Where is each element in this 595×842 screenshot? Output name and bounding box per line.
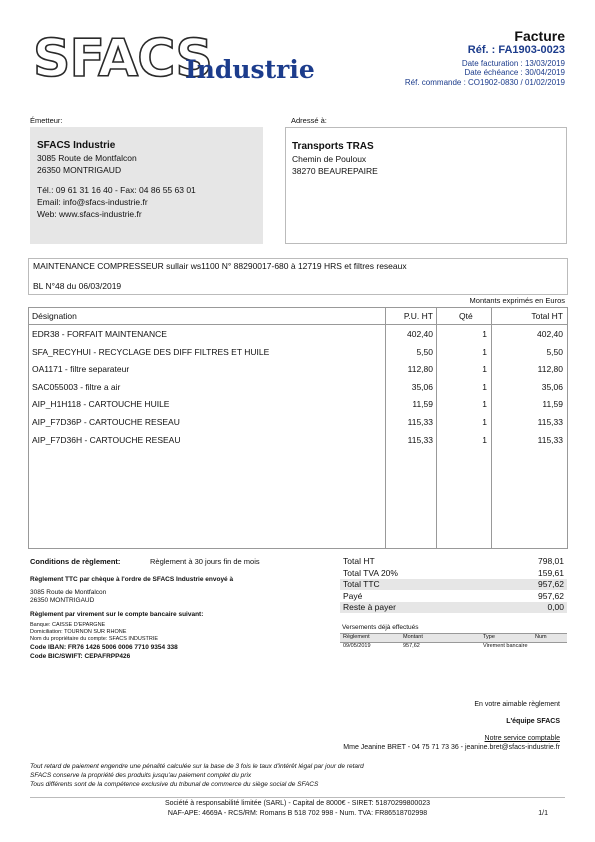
item-qty: 1 — [482, 364, 487, 375]
recipient-address1: Chemin de Pouloux — [292, 154, 367, 164]
currency-note: Montants exprimés en Euros — [469, 296, 565, 305]
footer-divider — [30, 797, 565, 798]
item-qty: 1 — [482, 381, 487, 392]
closing-team: L'équipe SFACS — [506, 718, 560, 725]
table-row — [29, 344, 567, 361]
item-unit-price: 5,50 — [416, 346, 433, 357]
payments-header-num: Num — [535, 634, 547, 640]
item-qty: 1 — [482, 434, 487, 445]
bank-domiciliation: Domiciliation: TOURNON SUR RHONE — [30, 629, 127, 635]
account-owner: Nom du propriétaire du compte: SFACS INDUSTRIE — [30, 636, 159, 642]
payments-header-type: Type — [483, 634, 495, 640]
table-row — [29, 379, 567, 396]
total-label: Total TVA 20% — [343, 567, 398, 578]
item-unit-price: 115,33 — [407, 417, 433, 427]
recipient-name: Transports TRAS — [292, 141, 374, 152]
payment-row — [340, 643, 567, 651]
iban: Code IBAN: FR76 1426 5006 0006 7710 9354 338 — [30, 644, 178, 651]
due-date: Date échéance : 30/04/2019 — [464, 68, 565, 77]
item-unit-price: 35,06 — [411, 381, 433, 392]
total-label: Reste à payer — [343, 602, 396, 612]
payment-amount: 957,62 — [403, 643, 420, 649]
table-row — [29, 432, 567, 449]
order-ref: Réf. commande : CO1902-0830 / 01/02/2019 — [404, 78, 565, 87]
conditions-value: Règlement à 30 jours fin de mois — [150, 557, 260, 566]
total-row — [340, 556, 567, 567]
total-row — [340, 568, 567, 579]
item-designation: AIP_F7D36H - CARTOUCHE RESEAU — [32, 434, 181, 445]
payments-header-date: Règlement — [343, 634, 370, 640]
total-value: 159,61 — [538, 567, 564, 578]
total-value: 957,62 — [538, 579, 564, 589]
closing-service: Notre service comptable — [484, 735, 560, 742]
footer-registration: NAF-APE: 4669A - RCS/RM: Romans B 518 702 998 - Num. TVA: FR86518702998 — [167, 810, 428, 817]
item-unit-price: 402,40 — [407, 329, 433, 339]
table-header — [29, 308, 567, 325]
item-designation: SAC055003 - filtre a air — [32, 381, 121, 392]
emitter-phone: Tél.: 09 61 31 16 40 - Fax: 04 86 55 63 01 — [37, 185, 196, 195]
total-label: Payé — [343, 590, 363, 601]
item-designation: SFA_RECYHUI - RECYCLAGE DES DIFF FILTRES ET HUILE — [32, 346, 270, 357]
transfer-title: Règlement par virement sur le compte bancaire suivant: — [30, 611, 204, 618]
total-value: 957,62 — [538, 590, 564, 601]
emitter-name: SFACS Industrie — [37, 140, 116, 151]
total-row — [340, 602, 567, 613]
payments-header-amount: Montant — [403, 634, 423, 640]
legal-penalty: Tout retard de paiement engendre une pénalité calculée sur la base de 3 fois le taux d'intérêt légal par jour de retard — [30, 763, 364, 770]
header-unit-price: P.U. HT — [403, 311, 433, 321]
payment-type: Virement bancaire — [483, 643, 528, 649]
item-total: 35,06 — [541, 381, 563, 392]
item-total: 115,33 — [537, 434, 563, 445]
payments-title: Versements déjà effectués — [342, 624, 419, 631]
item-qty: 1 — [482, 417, 487, 427]
total-value: 0,00 — [547, 602, 564, 612]
emitter-web: Web: www.sfacs-industrie.fr — [37, 209, 142, 219]
total-value: 798,01 — [538, 556, 564, 566]
item-qty: 1 — [482, 329, 487, 339]
emitter-address1: 3085 Route de Montfalcon — [37, 153, 137, 163]
closing-contact: Mme Jeanine BRET - 04 75 71 73 36 - jeanine.bret@sfacs-industrie.fr — [343, 744, 560, 751]
payment-date: 09/05/2019 — [343, 643, 371, 649]
emitter-address2: 26350 MONTRIGAUD — [37, 165, 122, 175]
header-qty: Qté — [459, 311, 473, 321]
page-number: 1/1 — [538, 810, 548, 817]
recipient-label: Adressé à: — [291, 116, 327, 125]
header-total: Total HT — [531, 311, 563, 321]
table-row — [29, 326, 567, 343]
item-designation: EDR38 - FORFAIT MAINTENANCE — [32, 329, 167, 339]
table-row — [29, 361, 567, 378]
bic: Code BIC/SWIFT: CEPAFRPP426 — [30, 653, 131, 660]
total-label: Total TTC — [343, 579, 380, 589]
item-qty: 1 — [482, 346, 487, 357]
recipient-address2: 38270 BEAUREPAIRE — [292, 166, 378, 176]
subject-box — [28, 258, 568, 295]
invoice-title: Facture — [514, 28, 565, 44]
item-total: 11,59 — [542, 399, 563, 410]
subject-line: MAINTENANCE COMPRESSEUR sullair ws1100 N° 88290017-680 à 12719 HRS et filtres reseaux — [33, 261, 407, 271]
closing-greeting: En votre aimable règlement — [474, 701, 560, 708]
cheque-address1: 3085 Route de Montfalcon — [30, 589, 107, 596]
invoice-date: Date facturation : 13/03/2019 — [461, 59, 565, 68]
item-designation: OA1171 - filtre separateur — [32, 364, 130, 375]
item-total: 115,33 — [537, 417, 563, 427]
header-designation: Désignation — [32, 311, 77, 321]
recipient-box — [285, 127, 567, 244]
delivery-note: BL N°48 du 06/03/2019 — [33, 281, 122, 291]
item-unit-price: 112,80 — [407, 364, 433, 375]
invoice-ref: Réf. : FA1903-0023 — [467, 44, 565, 56]
total-row — [340, 579, 567, 590]
legal-jurisdiction: Tous différents sont de la compétence exclusive du tribunal de commerce du siège social de SFACS — [30, 781, 319, 788]
table-row — [29, 396, 567, 413]
logo-mark: SFACS — [33, 29, 212, 89]
item-total: 112,80 — [537, 364, 563, 375]
item-designation: AIP_H1H118 - CARTOUCHE HUILE — [32, 399, 170, 410]
bank-name: Banque: CAISSE D'EPARGNE — [30, 622, 106, 628]
table-row — [29, 414, 567, 431]
cheque-title: Règlement TTC par chèque à l'ordre de SFACS Industrie envoyé à — [30, 576, 234, 583]
total-row — [340, 591, 567, 602]
footer-company-info: Société à responsabilité limitée (SARL) - Capital de 8000€ - SIRET: 51870299800023 — [165, 800, 430, 807]
company-logo — [33, 29, 323, 89]
item-total: 5,50 — [546, 346, 563, 357]
emitter-label: Émetteur: — [30, 116, 63, 125]
total-label: Total HT — [343, 556, 375, 566]
emitter-box — [30, 127, 263, 244]
item-total: 402,40 — [537, 329, 563, 339]
logo-name: Industrie — [185, 55, 315, 84]
item-unit-price: 11,59 — [412, 399, 433, 410]
conditions-label: Conditions de règlement: — [30, 557, 121, 566]
item-unit-price: 115,33 — [407, 434, 433, 445]
emitter-email: Email: info@sfacs-industrie.fr — [37, 197, 148, 207]
items-table — [28, 307, 568, 549]
legal-property: SFACS conserve la propriété des produits jusqu'au paiement complet du prix — [30, 772, 252, 779]
payments-header — [340, 633, 567, 643]
cheque-address2: 26350 MONTRIGAUD — [30, 597, 95, 604]
item-designation: AIP_F7D36P - CARTOUCHE RESEAU — [32, 417, 180, 427]
item-qty: 1 — [482, 399, 487, 410]
